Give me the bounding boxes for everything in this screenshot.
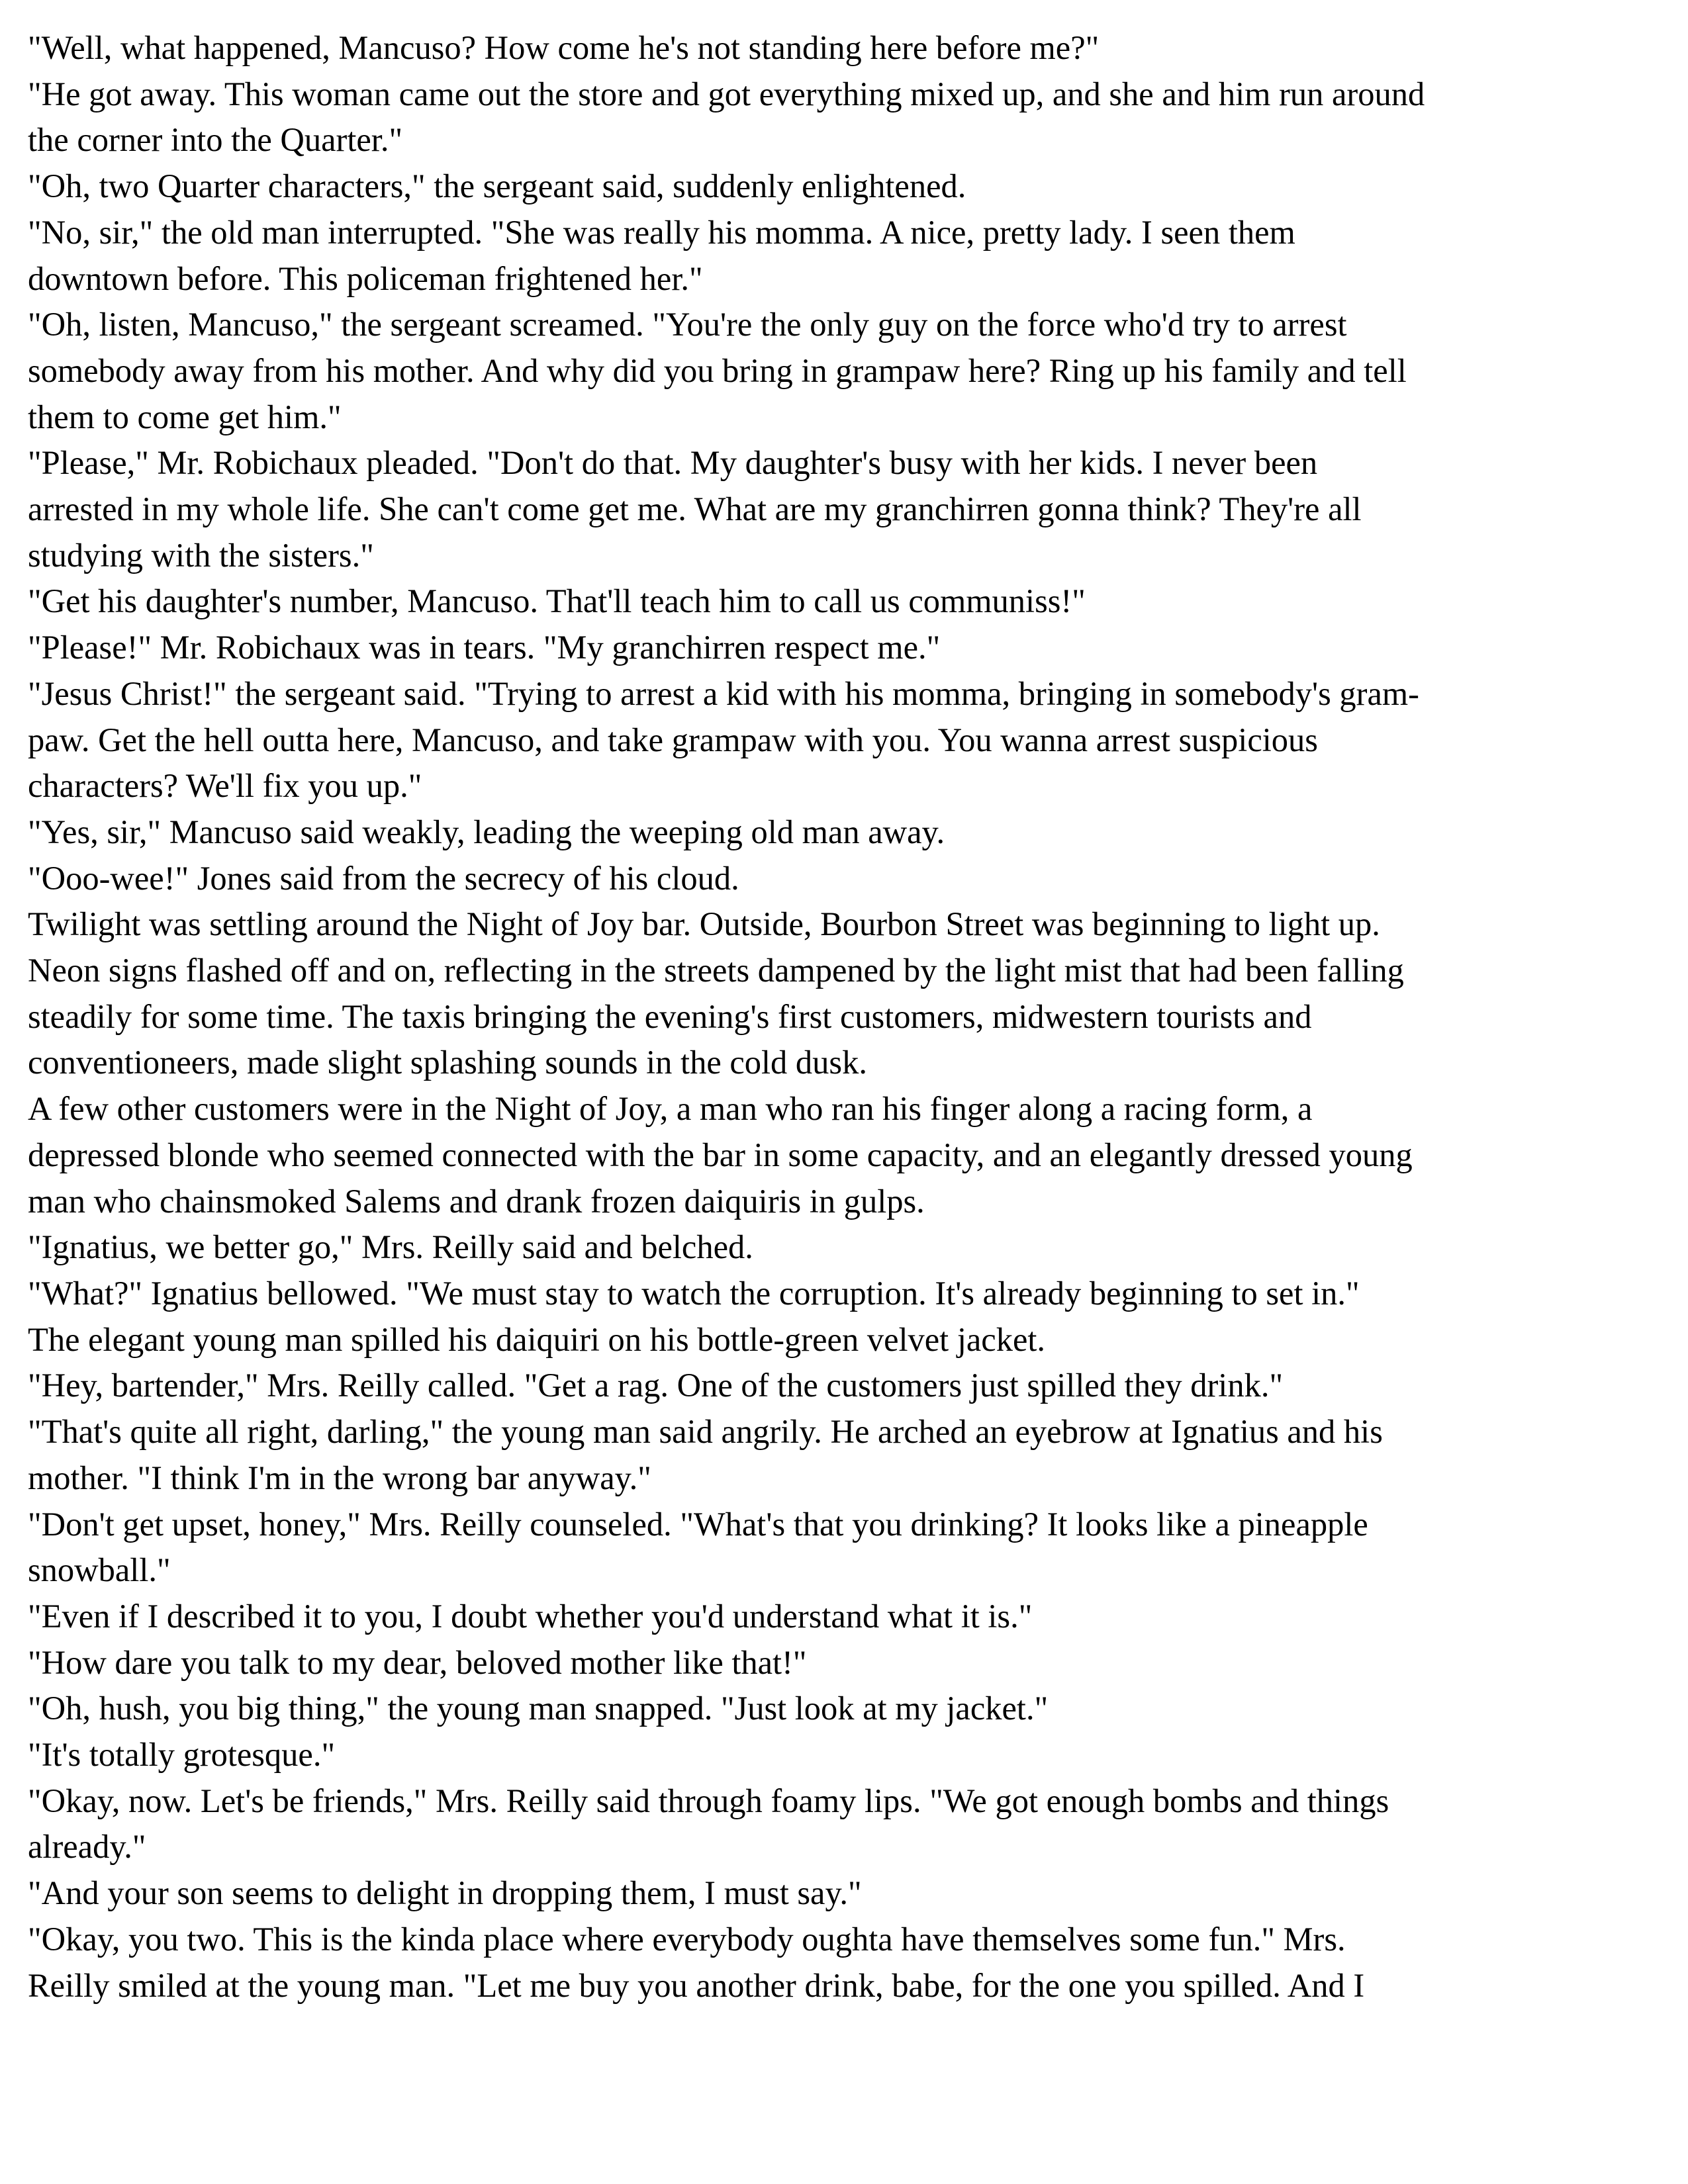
paragraph: "Oh, hush, you big thing," the young man snapped. "Just look at my jacket." <box>28 1690 1049 1727</box>
paragraph: "What?" Ignatius bellowed. "We must stay to watch the corruption. It's already beginning to set in." <box>28 1274 1360 1312</box>
paragraph: "Yes, sir," Mancuso said weakly, leading the weeping old man away. <box>28 813 945 850</box>
paragraph: "Well, what happened, Mancuso? How come he's not standing here before me?" <box>28 29 1100 66</box>
paragraph: "Hey, bartender," Mrs. Reilly called. "Get a rag. One of the customers just spilled they drink." <box>28 1367 1284 1404</box>
paragraph: "Don't get upset, honey," Mrs. Reilly counseled. "What's that you drinking? It looks like a pineapple snowball." <box>28 1505 1368 1589</box>
paragraph: "It's totally grotesque." <box>28 1736 336 1774</box>
paragraph: "He got away. This woman came out the store and got everything mixed up, and she and him run around the corner into the Quarter." <box>28 75 1425 159</box>
paragraph: A few other customers were in the Night of Joy, a man who ran his finger along a racing form, a depressed blonde who seemed connected with the bar in some capacity, and an elegantly dressed young man who chainsmoked Salems and drank frozen daiquiris in gulps. <box>28 1090 1413 1220</box>
paragraph: "Please," Mr. Robichaux pleaded. "Don't do that. My daughter's busy with her kids. I never been arrested in my whole life. She can't come get me. What are my granchirren gonna think? They're all studying with the sisters." <box>28 444 1362 574</box>
paragraph: "And your son seems to delight in dropping them, I must say." <box>28 1874 862 1912</box>
paragraph: "Jesus Christ!" the sergeant said. "Trying to arrest a kid with his momma, bringing in somebody's gram- paw. Get the hell outta here, Mancuso, and take grampaw with you. You wanna arrest suspicious characters? We'll fix you up." <box>28 674 1419 805</box>
paragraph: "Oh, two Quarter characters," the sergeant said, suddenly enlightened. <box>28 167 966 205</box>
paragraph: "Okay, you two. This is the kinda place where everybody oughta have themselves some fun." Mrs. Reilly smiled at the young man. "Let me buy you another drink, babe, for the one you spilled. And I <box>28 1920 1365 2004</box>
paragraph: "How dare you talk to my dear, beloved mother like that!" <box>28 1643 807 1681</box>
paragraph: The elegant young man spilled his daiquiri on his bottle-green velvet jacket. <box>28 1320 1046 1358</box>
paragraph: Twilight was settling around the Night of Joy bar. Outside, Bourbon Street was beginning to light up. Neon signs flashed off and on, reflecting in the streets dampened by the light mist that had been falling steadily for some time. The taxis bringing the evening's first customers, midwestern tourists and conventioneers, made slight splashing sounds in the cold dusk. <box>28 905 1404 1081</box>
paragraph: "No, sir," the old man interrupted. "She was really his momma. A nice, pretty lady. I seen them downtown before. This policeman frightened her." <box>28 213 1295 297</box>
paragraph: "Get his daughter's number, Mancuso. That'll teach him to call us communiss!" <box>28 582 1086 620</box>
paragraph: "Ooo-wee!" Jones said from the secrecy of his cloud. <box>28 859 739 897</box>
paragraph: "Okay, now. Let's be friends," Mrs. Reilly said through foamy lips. "We got enough bombs and things already." <box>28 1782 1389 1866</box>
paragraph: "Oh, listen, Mancuso," the sergeant screamed. "You're the only guy on the force who'd try to arrest somebody away from his mother. And why did you bring in grampaw here? Ring up his family and tell them to come get him." <box>28 306 1407 435</box>
paragraph: "Even if I described it to you, I doubt whether you'd understand what it is." <box>28 1597 1033 1635</box>
document-page <box>28 25 1663 2009</box>
paragraph: "Please!" Mr. Robichaux was in tears. "My granchirren respect me." <box>28 629 941 666</box>
paragraph: "Ignatius, we better go," Mrs. Reilly said and belched. <box>28 1228 753 1266</box>
paragraph: "That's quite all right, darling," the young man said angrily. He arched an eyebrow at Ignatius and his mother. "I think I'm in the wrong bar anyway." <box>28 1413 1383 1496</box>
